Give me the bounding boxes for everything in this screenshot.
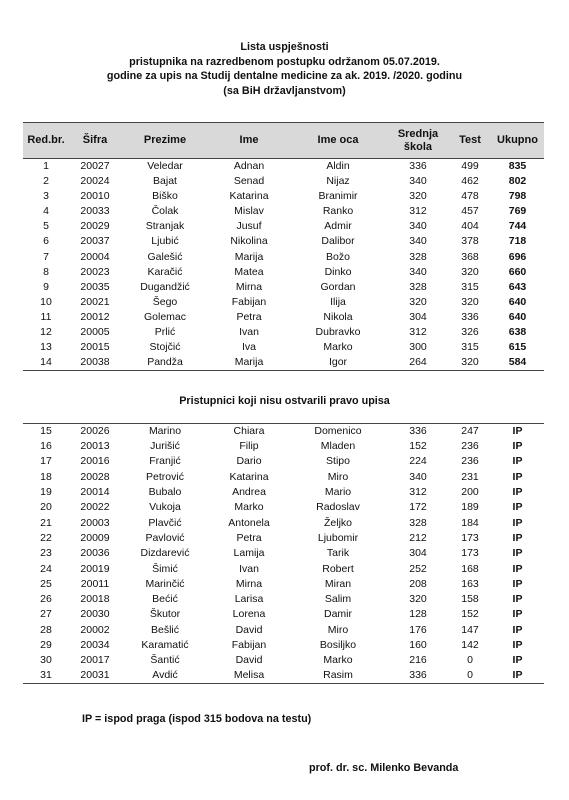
cell-high-school: 252 [409,562,427,575]
cell-father-name: Damir [324,608,352,621]
cell-name: Marko [234,501,264,514]
col-header-total: Ukupno [491,123,544,159]
cell-test: 457 [461,205,479,218]
cell-high-school: 176 [409,623,427,636]
cell-surname: Jurišić [150,440,180,453]
cell-code: 20004 [80,250,110,263]
cell-rank: 17 [40,455,52,468]
document-title [0,40,569,98]
cell-high-school: 340 [409,175,427,188]
cell-total: 696 [508,250,527,263]
table-header-row [23,123,544,159]
cell-father-name: Branimir [318,190,358,203]
table-row [23,500,544,515]
cell-rank: 27 [40,608,52,621]
cell-test: 320 [461,295,479,308]
cell-surname: Galešić [147,250,183,263]
cell-high-school: 212 [409,531,427,544]
table-row [23,295,544,310]
cell-code: 20003 [80,516,110,529]
cell-high-school: 340 [409,265,427,278]
cell-name: Ivan [239,562,259,575]
cell-name: Iva [241,341,256,354]
cell-high-school: 304 [409,547,427,560]
cell-surname: Pandža [121,355,209,371]
cell-surname: Bešlić [150,623,179,636]
cell-name: Chiara [209,424,289,440]
cell-test: 378 [461,235,479,248]
cell-total: IP [491,668,544,684]
cell-test: 336 [461,310,479,323]
cell-total: 835 [508,160,527,172]
cell-test: 462 [461,175,479,188]
cell-surname: Šantić [150,654,180,667]
table-row [23,159,544,175]
cell-code: 20031 [69,668,121,684]
cell-high-school: 328 [409,516,427,529]
cell-name: Lamija [233,547,265,560]
cell-surname: Franjić [149,455,181,468]
cell-test: 478 [461,190,479,203]
cell-father-name: Robert [322,562,354,575]
title-line-2: pristupnika na razredbenom postupku održanom 05.07.2019. [129,55,440,68]
cell-high-school: 264 [387,355,449,371]
cell-high-school: 336 [387,424,449,440]
cell-father-name: Aldin [326,160,350,172]
cell-total: 643 [508,280,527,293]
cell-total: IP [512,547,523,560]
cell-rank: 31 [23,668,69,684]
cell-test: 158 [461,593,479,606]
cell-father-name: Gordan [320,280,356,293]
cell-code: 20011 [80,577,110,590]
cell-code: 20002 [80,623,110,636]
table-row [23,485,544,500]
cell-code: 20028 [80,470,110,483]
cell-high-school: 312 [409,205,427,218]
col-header-rank: Red.br. [23,123,69,159]
cell-father-name: Rasim [289,668,387,684]
cell-father-name: Dubravko [315,325,361,338]
cell-surname: Pavlović [145,531,185,544]
title-line-1: Lista uspješnosti [240,41,329,53]
cell-father-name: Marko [323,654,353,667]
table-row [23,623,544,638]
cell-total: IP [512,501,523,514]
table-row [23,310,544,325]
cell-total: IP [512,470,523,483]
col-header-code: Šifra [69,123,121,159]
cell-code: 20023 [80,265,110,278]
cell-name: Mirna [235,280,263,293]
cell-total: IP [512,486,523,499]
cell-rank: 14 [23,355,69,371]
cell-high-school: 328 [409,280,427,293]
cell-code: 20009 [80,531,110,544]
cell-name: Dario [236,455,262,468]
table-row [23,174,544,189]
cell-name: Mirna [235,577,263,590]
cell-code: 20012 [80,310,110,323]
cell-surname: Šego [152,295,178,308]
cell-total: IP [512,440,523,453]
cell-code: 20034 [80,639,110,651]
cell-surname: Petrović [146,470,184,483]
cell-name: Senad [233,175,265,188]
cell-total: 798 [508,190,527,203]
cell-total: 660 [508,265,527,278]
cell-rank: 21 [40,516,52,529]
signature: prof. dr. sc. Milenko Bevanda [309,762,459,774]
cell-code: 20036 [80,547,110,560]
cell-rank: 23 [40,547,52,560]
cell-code: 20010 [80,190,110,203]
cell-high-school: 340 [409,220,427,233]
table-row [23,249,544,264]
cell-total: 615 [508,341,527,354]
cell-test: 499 [461,160,479,172]
cell-high-school: 224 [409,455,427,468]
admitted-table [23,122,544,371]
cell-rank: 6 [43,235,49,248]
table-row [23,355,544,371]
cell-surname: Avdić [121,668,209,684]
cell-rank: 18 [40,470,52,483]
cell-test: 320 [449,355,491,371]
cell-test: 326 [461,325,479,338]
cell-father-name: Mario [324,486,352,499]
title-line-3: godine za upis na Studij dentalne medicine za ak. 2019. /2020. godinu [106,70,463,82]
cell-test: 231 [461,470,479,483]
cell-high-school: 328 [409,250,427,263]
cell-test: 247 [449,424,491,440]
cell-code: 20019 [80,562,110,575]
cell-total: 640 [508,295,527,308]
table-row [23,577,544,592]
cell-total: IP [512,455,523,468]
cell-test: 173 [461,547,479,560]
cell-test: 147 [461,623,479,636]
cell-name: Petra [236,531,262,544]
cell-name: Fabijan [231,295,267,308]
cell-rank: 15 [23,424,69,440]
cell-name: Fabijan [231,639,267,651]
cell-code: 20013 [80,440,110,453]
cell-total: 584 [491,355,544,371]
cell-high-school: 320 [409,593,427,606]
not-admitted-title: Pristupnici koji nisu ostvarili pravo upisa [179,395,390,407]
table-row [23,265,544,280]
cell-high-school: 172 [409,501,427,514]
cell-high-school: 336 [387,668,449,684]
cell-surname: Stojčić [149,341,181,354]
cell-total: 769 [508,205,527,218]
cell-rank: 1 [43,160,49,172]
cell-name: Larisa [234,593,264,606]
cell-name: Filip [239,440,259,453]
table-row [23,325,544,340]
cell-father-name: Admir [324,220,352,233]
cell-high-school: 340 [409,470,427,483]
cell-code: 20022 [80,501,110,514]
table-row [23,219,544,234]
cell-name: David [235,623,263,636]
cell-total: IP [512,531,523,544]
cell-surname: Karačić [147,265,183,278]
cell-total: 744 [508,220,527,233]
cell-surname: Ljubić [151,235,179,248]
cell-total: IP [512,562,523,575]
cell-high-school: 152 [409,440,427,453]
cell-total: IP [512,608,523,621]
table-row [23,668,544,684]
cell-code: 20021 [80,295,110,308]
cell-father-name: Božo [326,250,350,263]
cell-father-name: Nijaz [326,175,350,188]
cell-test: 315 [461,280,479,293]
cell-rank: 20 [40,501,52,514]
cell-father-name: Stipo [326,455,350,468]
cell-father-name: Salim [324,593,352,606]
cell-father-name: Ilija [330,295,346,308]
cell-code: 20015 [80,341,110,354]
cell-test: 0 [449,668,491,684]
cell-code: 20016 [80,455,110,468]
cell-code: 20005 [80,325,110,338]
title-line-4: (sa BiH državljanstvom) [223,84,346,97]
cell-father-name: Bosiljko [319,639,357,651]
cell-rank: 11 [40,310,52,323]
cell-father-name: Domenico [289,424,387,440]
cell-rank: 30 [40,654,52,667]
cell-name: Katarina [229,190,269,203]
cell-total: IP [512,639,523,651]
cell-father-name: Radoslav [316,501,360,514]
cell-rank: 5 [43,220,49,233]
table-row [23,340,544,355]
cell-test: 368 [461,250,479,263]
cell-father-name: Miro [327,470,349,483]
table-row [23,204,544,219]
cell-code: 20014 [80,486,110,499]
cell-surname: Golemac [143,310,186,323]
cell-code: 20037 [80,235,110,248]
cell-rank: 25 [40,577,52,590]
cell-surname: Marinčić [145,577,185,590]
cell-surname: Stranjak [145,220,185,233]
cell-test: 152 [461,608,479,621]
cell-name: Nikolina [230,235,268,248]
cell-rank: 24 [40,562,52,575]
cell-total: IP [512,623,523,636]
cell-high-school: 340 [409,235,427,248]
cell-total: 638 [508,325,527,338]
cell-name: Mislav [234,205,264,218]
cell-test: 168 [461,562,479,575]
cell-surname: Prlić [154,325,176,338]
table-row [23,561,544,576]
cell-total: IP [512,577,523,590]
cell-father-name: Nikola [323,310,353,323]
cell-code: 20026 [69,424,121,440]
cell-test: 404 [461,220,479,233]
table-row [23,592,544,607]
cell-test: 320 [461,265,479,278]
cell-test: 142 [461,639,479,651]
cell-rank: 19 [40,486,52,499]
cell-rank: 8 [43,265,49,278]
cell-test: 200 [461,486,479,499]
cell-code: 20029 [80,220,110,233]
cell-father-name: Dinko [324,265,352,278]
cell-high-school: 208 [409,577,427,590]
footnote: IP = ispod praga (ispod 315 bodova na testu) [82,713,312,725]
cell-total: IP [512,516,523,529]
cell-rank: 13 [40,341,52,354]
cell-code: 20018 [80,593,110,606]
table-row [23,531,544,546]
cell-code: 20017 [80,654,110,667]
cell-code: 20033 [80,205,110,218]
col-header-surname: Prezime [121,123,209,159]
cell-total: IP [512,654,523,667]
cell-high-school: 216 [409,654,427,667]
cell-name: David [235,654,263,667]
cell-surname: Dugandžić [140,280,190,293]
cell-total: 718 [508,235,527,248]
cell-father-name: Ljubomir [317,531,359,544]
cell-test: 236 [461,440,479,453]
cell-rank: 7 [43,250,49,263]
cell-father-name: Tarik [326,547,350,560]
cell-total: IP [512,593,523,606]
cell-name: Adnan [233,160,265,172]
cell-name: Katarina [229,470,269,483]
cell-surname: Karamatić [141,639,189,651]
cell-rank: 3 [43,190,49,203]
cell-total: 802 [508,175,527,188]
not-admitted-table [23,423,544,684]
cell-test: 0 [467,654,473,667]
table-row [23,638,544,653]
cell-high-school: 312 [409,325,427,338]
cell-rank: 26 [40,593,52,606]
cell-high-school: 128 [409,608,427,621]
cell-high-school: 312 [409,486,427,499]
cell-high-school: 336 [409,160,427,172]
cell-rank: 12 [40,325,52,338]
cell-surname: Škutor [149,608,181,621]
cell-name: Antonela [228,516,270,529]
cell-test: 315 [461,341,479,354]
cell-surname: Šimić [152,562,178,575]
cell-father-name: Marko [323,341,353,354]
cell-rank: 28 [40,623,52,636]
table-row [23,607,544,622]
cell-name: Marija [234,250,264,263]
cell-high-school: 320 [409,295,427,308]
table-row [23,424,544,440]
col-header-father-name: Ime oca [289,123,387,159]
cell-test: 236 [461,455,479,468]
cell-name: Marija [209,355,289,371]
cell-father-name: Igor [289,355,387,371]
cell-surname: Bubalo [148,486,182,499]
cell-surname: Dizdarević [140,547,190,560]
cell-name: Ivan [239,325,259,338]
cell-father-name: Miro [327,623,349,636]
cell-surname: Marino [121,424,209,440]
cell-father-name: Dalibor [321,235,355,248]
cell-rank: 22 [40,531,52,544]
table-row [23,653,544,668]
cell-father-name: Željko [323,516,352,529]
cell-high-school: 160 [409,639,427,651]
table-row [23,280,544,295]
cell-code: 20030 [80,608,110,621]
cell-surname: Bajat [153,175,177,188]
cell-total: 640 [508,310,527,323]
table-row [23,439,544,454]
cell-high-school: 320 [409,190,427,203]
cell-rank: 10 [40,295,52,308]
table-row [23,454,544,469]
cell-test: 184 [461,516,479,529]
col-header-name: Ime [209,123,289,159]
cell-name: Melisa [209,668,289,684]
cell-code: 20038 [69,355,121,371]
cell-surname: Vukoja [149,501,181,514]
cell-name: Jusuf [236,220,262,233]
cell-surname: Biško [152,190,178,203]
cell-code: 20027 [80,160,110,172]
cell-father-name: Mladen [320,440,356,453]
cell-rank: 4 [43,205,49,218]
cell-total: IP [491,424,544,440]
cell-surname: Veledar [147,160,183,172]
cell-rank: 2 [43,175,49,188]
cell-high-school: 304 [409,310,427,323]
cell-test: 189 [461,501,479,514]
col-header-test: Test [449,123,491,159]
col-header-high-school: Srednja škola [387,123,449,159]
cell-test: 163 [461,577,479,590]
table-row [23,515,544,530]
cell-name: Andrea [232,486,266,499]
cell-surname: Bećić [152,593,178,606]
cell-rank: 16 [40,440,52,453]
cell-surname: Čolak [151,205,179,218]
cell-rank: 9 [43,280,49,293]
cell-father-name: Miran [324,577,352,590]
cell-name: Lorena [232,608,266,621]
cell-test: 173 [461,531,479,544]
cell-high-school: 300 [409,341,427,354]
cell-name: Matea [234,265,264,278]
cell-surname: Plavčić [148,516,182,529]
cell-rank: 29 [40,639,52,651]
cell-name: Petra [236,310,262,323]
cell-code: 20024 [80,175,110,188]
cell-code: 20035 [80,280,110,293]
table-row [23,546,544,561]
table-row [23,470,544,485]
cell-father-name: Ranko [322,205,354,218]
table-row [23,189,544,204]
table-row [23,234,544,249]
